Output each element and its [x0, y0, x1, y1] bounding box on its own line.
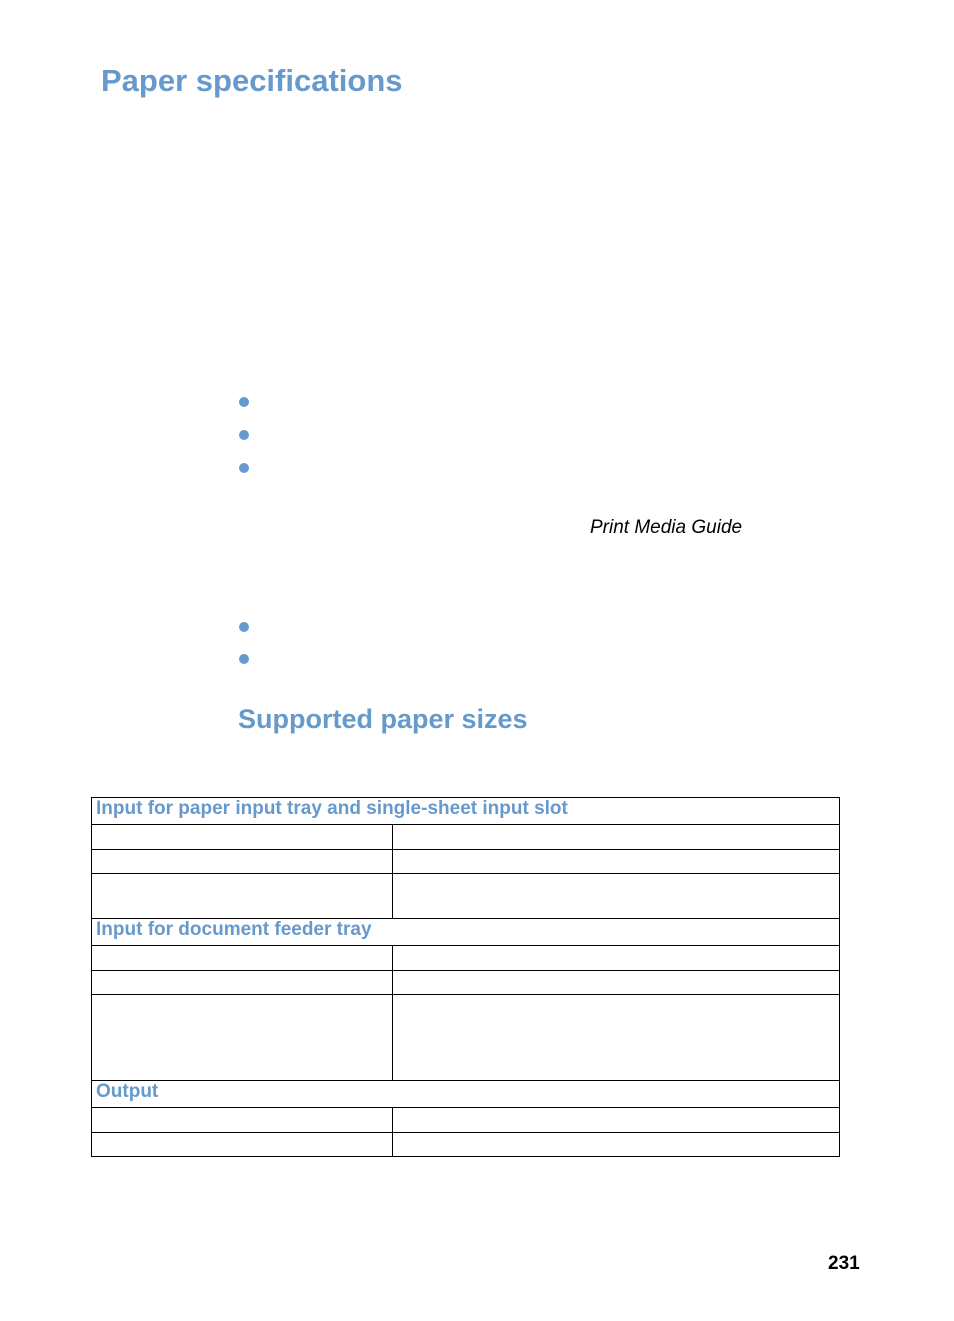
page-title: Paper specifications	[101, 63, 403, 98]
table-row	[92, 946, 840, 971]
section-title: Supported paper sizes	[238, 704, 528, 734]
bullet-icon	[239, 463, 249, 473]
table-row	[92, 995, 840, 1081]
table-row	[92, 971, 840, 995]
table-row	[92, 825, 840, 850]
table-section-heading: Input for document feeder tray	[92, 919, 840, 946]
table-row	[92, 1133, 840, 1157]
table-row	[92, 874, 840, 919]
table-row	[92, 850, 840, 874]
table-section-heading: Input for paper input tray and single-sheet input slot	[92, 798, 840, 825]
bullet-icon	[239, 430, 249, 440]
bullet-icon	[239, 397, 249, 407]
page-number: 231	[828, 1253, 860, 1274]
table-row	[92, 1108, 840, 1133]
print-media-guide-reference: Print Media Guide	[590, 517, 743, 538]
bullet-icon	[239, 622, 249, 632]
paper-sizes-table	[91, 797, 840, 1157]
table-section-heading: Output	[92, 1081, 840, 1108]
bullet-icon	[239, 654, 249, 664]
